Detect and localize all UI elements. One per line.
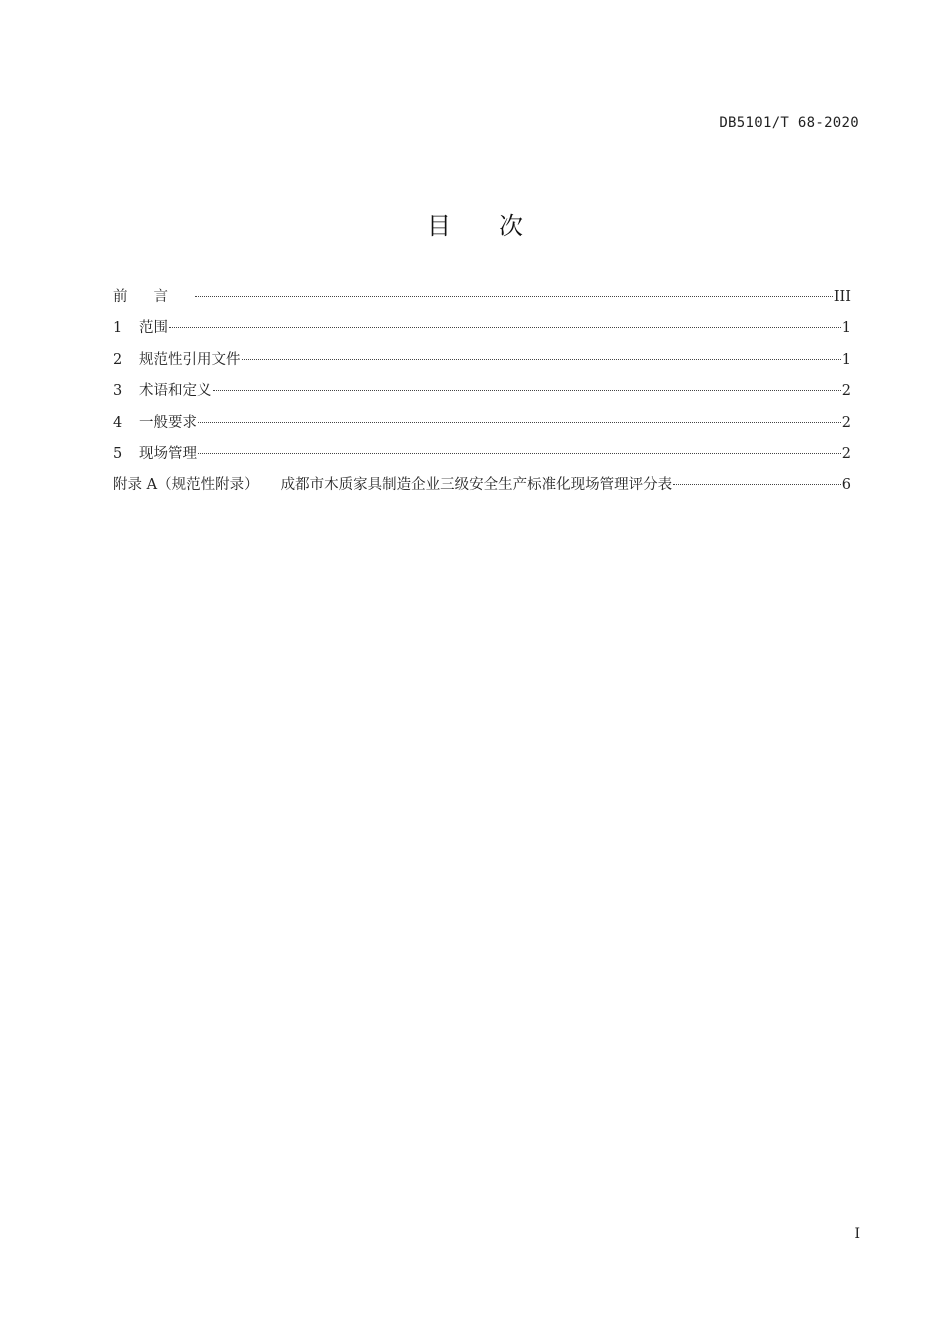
toc-entry-label: 术语和定义 bbox=[139, 383, 212, 400]
toc-leader bbox=[169, 327, 841, 328]
toc-entry-page: 2 bbox=[841, 445, 851, 462]
toc-leader bbox=[198, 453, 841, 454]
toc-entry-general-requirements[interactable] bbox=[113, 412, 851, 443]
toc-list bbox=[113, 286, 851, 506]
toc-entry-number: 4 bbox=[113, 414, 123, 431]
toc-entry-page: III bbox=[833, 289, 851, 305]
toc-leader bbox=[195, 296, 833, 297]
toc-title: 目次 bbox=[427, 212, 571, 240]
toc-entry-page: 1 bbox=[841, 351, 851, 368]
toc-entry-label: 规范性引用文件 bbox=[139, 351, 241, 368]
toc-appendix-prefix: 附录 A（规范性附录） bbox=[113, 477, 259, 494]
toc-entry-scope[interactable] bbox=[113, 317, 851, 348]
toc-entry-label: 前言 bbox=[113, 289, 194, 305]
toc-leader bbox=[242, 359, 841, 360]
toc-entry-appendix-a[interactable] bbox=[113, 474, 851, 505]
toc-entry-number: 5 bbox=[113, 445, 123, 462]
toc-entry-page: 2 bbox=[841, 383, 851, 400]
toc-leader bbox=[198, 422, 841, 423]
toc-entry-terms-definitions[interactable] bbox=[113, 380, 851, 411]
toc-entry-label: 范围 bbox=[139, 320, 168, 337]
toc-entry-normative-references[interactable] bbox=[113, 349, 851, 380]
toc-entry-preface[interactable] bbox=[113, 286, 851, 317]
page-number: I bbox=[854, 1226, 860, 1242]
document-code: DB5101/T 68-2020 bbox=[719, 115, 859, 131]
toc-entry-page: 6 bbox=[841, 477, 851, 494]
toc-leader bbox=[673, 484, 841, 485]
toc-entry-number: 3 bbox=[113, 383, 123, 400]
toc-entry-label: 一般要求 bbox=[139, 414, 197, 431]
toc-entry-page: 2 bbox=[841, 414, 851, 431]
toc-leader bbox=[213, 390, 841, 391]
toc-entry-site-management[interactable] bbox=[113, 443, 851, 474]
toc-entry-page: 1 bbox=[841, 320, 851, 337]
toc-entry-label: 成都市木质家具制造企业三级安全生产标准化现场管理评分表 bbox=[280, 477, 673, 494]
toc-entry-number: 2 bbox=[113, 351, 123, 368]
toc-entry-number: 1 bbox=[113, 320, 123, 337]
toc-entry-label: 现场管理 bbox=[139, 445, 197, 462]
